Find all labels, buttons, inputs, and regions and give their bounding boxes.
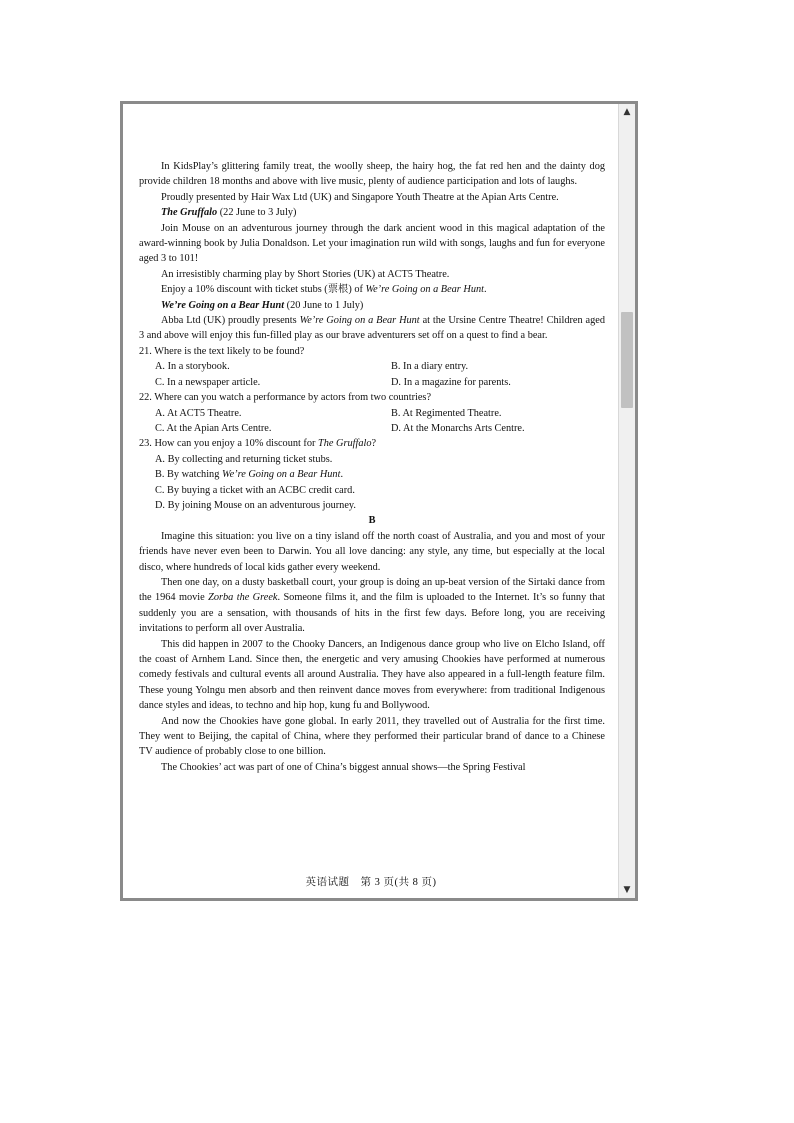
text: Then one day, on a dusty basketball court, your group is doing an up-beat version of the Sirtaki dance from the 1964 movie	[139, 576, 605, 604]
option-b	[139, 467, 605, 482]
show-dates: (20 June to 1 July)	[284, 299, 364, 311]
text: Abba Ltd (UK) proudly presents	[161, 315, 300, 327]
italic-title: We’re Going on a Bear Hunt	[221, 469, 341, 481]
question-22: 22. Where can you watch a performance by actors from two countries?	[139, 392, 432, 404]
show-title: The Gruffalo	[161, 207, 218, 219]
option-d: D. In a magazine for parents.	[391, 376, 511, 388]
vertical-scrollbar[interactable]	[618, 104, 635, 898]
paragraph: The Chookies’ act was part of one of China’s biggest annual shows—the Spring Festival	[161, 761, 526, 773]
show-title: We’re Going on a Bear Hunt	[161, 299, 285, 311]
option-c: C. At the Apian Arts Centre.	[155, 422, 272, 434]
page-footer: 英语试题 第 3 页(共 8 页)	[305, 877, 437, 888]
option-b: B. In a diary entry.	[391, 361, 469, 373]
question-23	[139, 436, 605, 451]
show-heading-gruffalo	[139, 205, 605, 220]
question-21: 21. Where is the text likely to be found?	[139, 345, 305, 357]
text: B. By watching	[155, 469, 222, 481]
chevron-down-icon[interactable]: ▼	[623, 885, 631, 895]
options-row	[139, 359, 605, 374]
italic-title: We’re Going on a Bear Hunt	[299, 315, 420, 327]
italic-title: Zorba the Greek	[208, 592, 278, 604]
paragraph	[139, 282, 605, 297]
text: .	[483, 284, 487, 296]
paragraph: Imagine this situation: you live on a tiny island off the north coast of Australia, and you and most of your friends have never even been to Darwin. You all love dancing: any style, any time, but especially at the local disco, where hundreds of local kids gather every weekend.	[139, 530, 605, 573]
option-c: C. By buying a ticket with an ACBC credit card.	[155, 484, 355, 496]
option-d: D. At the Monarchs Arts Centre.	[391, 422, 525, 434]
paragraph: Proudly presented by Hair Wax Ltd (UK) and Singapore Youth Theatre at the Apian Arts Centre.	[161, 191, 559, 203]
italic-title: The Gruffalo	[318, 438, 372, 450]
italic-title: We’re Going on a Bear Hunt	[365, 284, 484, 296]
text: . Someone films it, and the film is uploaded to the Internet. It’s so funny that suddenly you are a sensation, with thousands of hits in the first few days. Before long, you are receiving invitations to perform all over Australia.	[139, 592, 606, 635]
paragraph	[139, 575, 605, 637]
paragraph: An irresistibly charming play by Short Stories (UK) at ACT5 Theatre.	[161, 268, 450, 280]
option-b: B. At Regimented Theatre.	[391, 407, 502, 419]
document-viewer	[120, 101, 638, 901]
scrollbar-thumb[interactable]	[621, 312, 633, 408]
text: Enjoy a 10% discount with ticket stubs (票根) of	[161, 284, 366, 296]
text: ?	[371, 438, 377, 450]
text: at the Ursine Centre Theatre! Children aged 3 and above will enjoy this fun-filled play as our brave adventurers set off on a quest to find a bear.	[139, 315, 605, 342]
section-heading: B	[368, 515, 376, 527]
paragraph: Join Mouse on an adventurous journey through the dark ancient wood in this magical adaptation of the award-winning book by Julia Donaldson. Let your imagination run wild with songs, laughs and fun for everyone aged 3 to 101!	[139, 222, 605, 265]
text: 23. How can you enjoy a 10% discount for	[139, 438, 319, 450]
page-content	[139, 159, 605, 775]
option-a: A. In a storybook.	[155, 361, 230, 373]
options-row	[139, 421, 605, 436]
option-d: D. By joining Mouse on an adventurous journey.	[155, 499, 356, 511]
paragraph	[139, 313, 605, 344]
option-a: A. By collecting and returning ticket stubs.	[155, 453, 333, 465]
show-dates: (22 June to 3 July)	[217, 207, 297, 219]
options-row	[139, 375, 605, 390]
options-row	[139, 406, 605, 421]
option-c: C. In a newspaper article.	[155, 376, 261, 388]
paragraph: And now the Chookies have gone global. In early 2011, they travelled out of Australia for the first time. They went to Beijing, the capital of China, where they performed their particular brand of dance to a Chinese TV audience of probably close to one billion.	[139, 715, 605, 758]
text: .	[340, 469, 344, 481]
chevron-up-icon[interactable]: ▲	[623, 107, 631, 117]
show-heading-bear-hunt	[139, 298, 605, 313]
paragraph: In KidsPlay’s glittering family treat, the woolly sheep, the hairy hog, the fat red hen and the dainty dog provide children 18 months and above with live music, plenty of audience participation and lots of laughs.	[139, 161, 605, 188]
paragraph: This did happen in 2007 to the Chooky Dancers, an Indigenous dance group who live on Elcho Island, off the coast of Arnhem Land. Since then, the energetic and very amusing Chookies have performed at numerous comedy festivals and cultural events all around Australia. They have also appeared in a full-length feature film. These young Yolngu men absorb and then reinvent dance moves from everywhere: from traditional Indigenous dance styles and ideas, to techno and hip hop, kung fu and Bollywood.	[139, 638, 605, 712]
document-page	[123, 104, 619, 898]
option-a: A. At ACT5 Theatre.	[155, 407, 242, 419]
